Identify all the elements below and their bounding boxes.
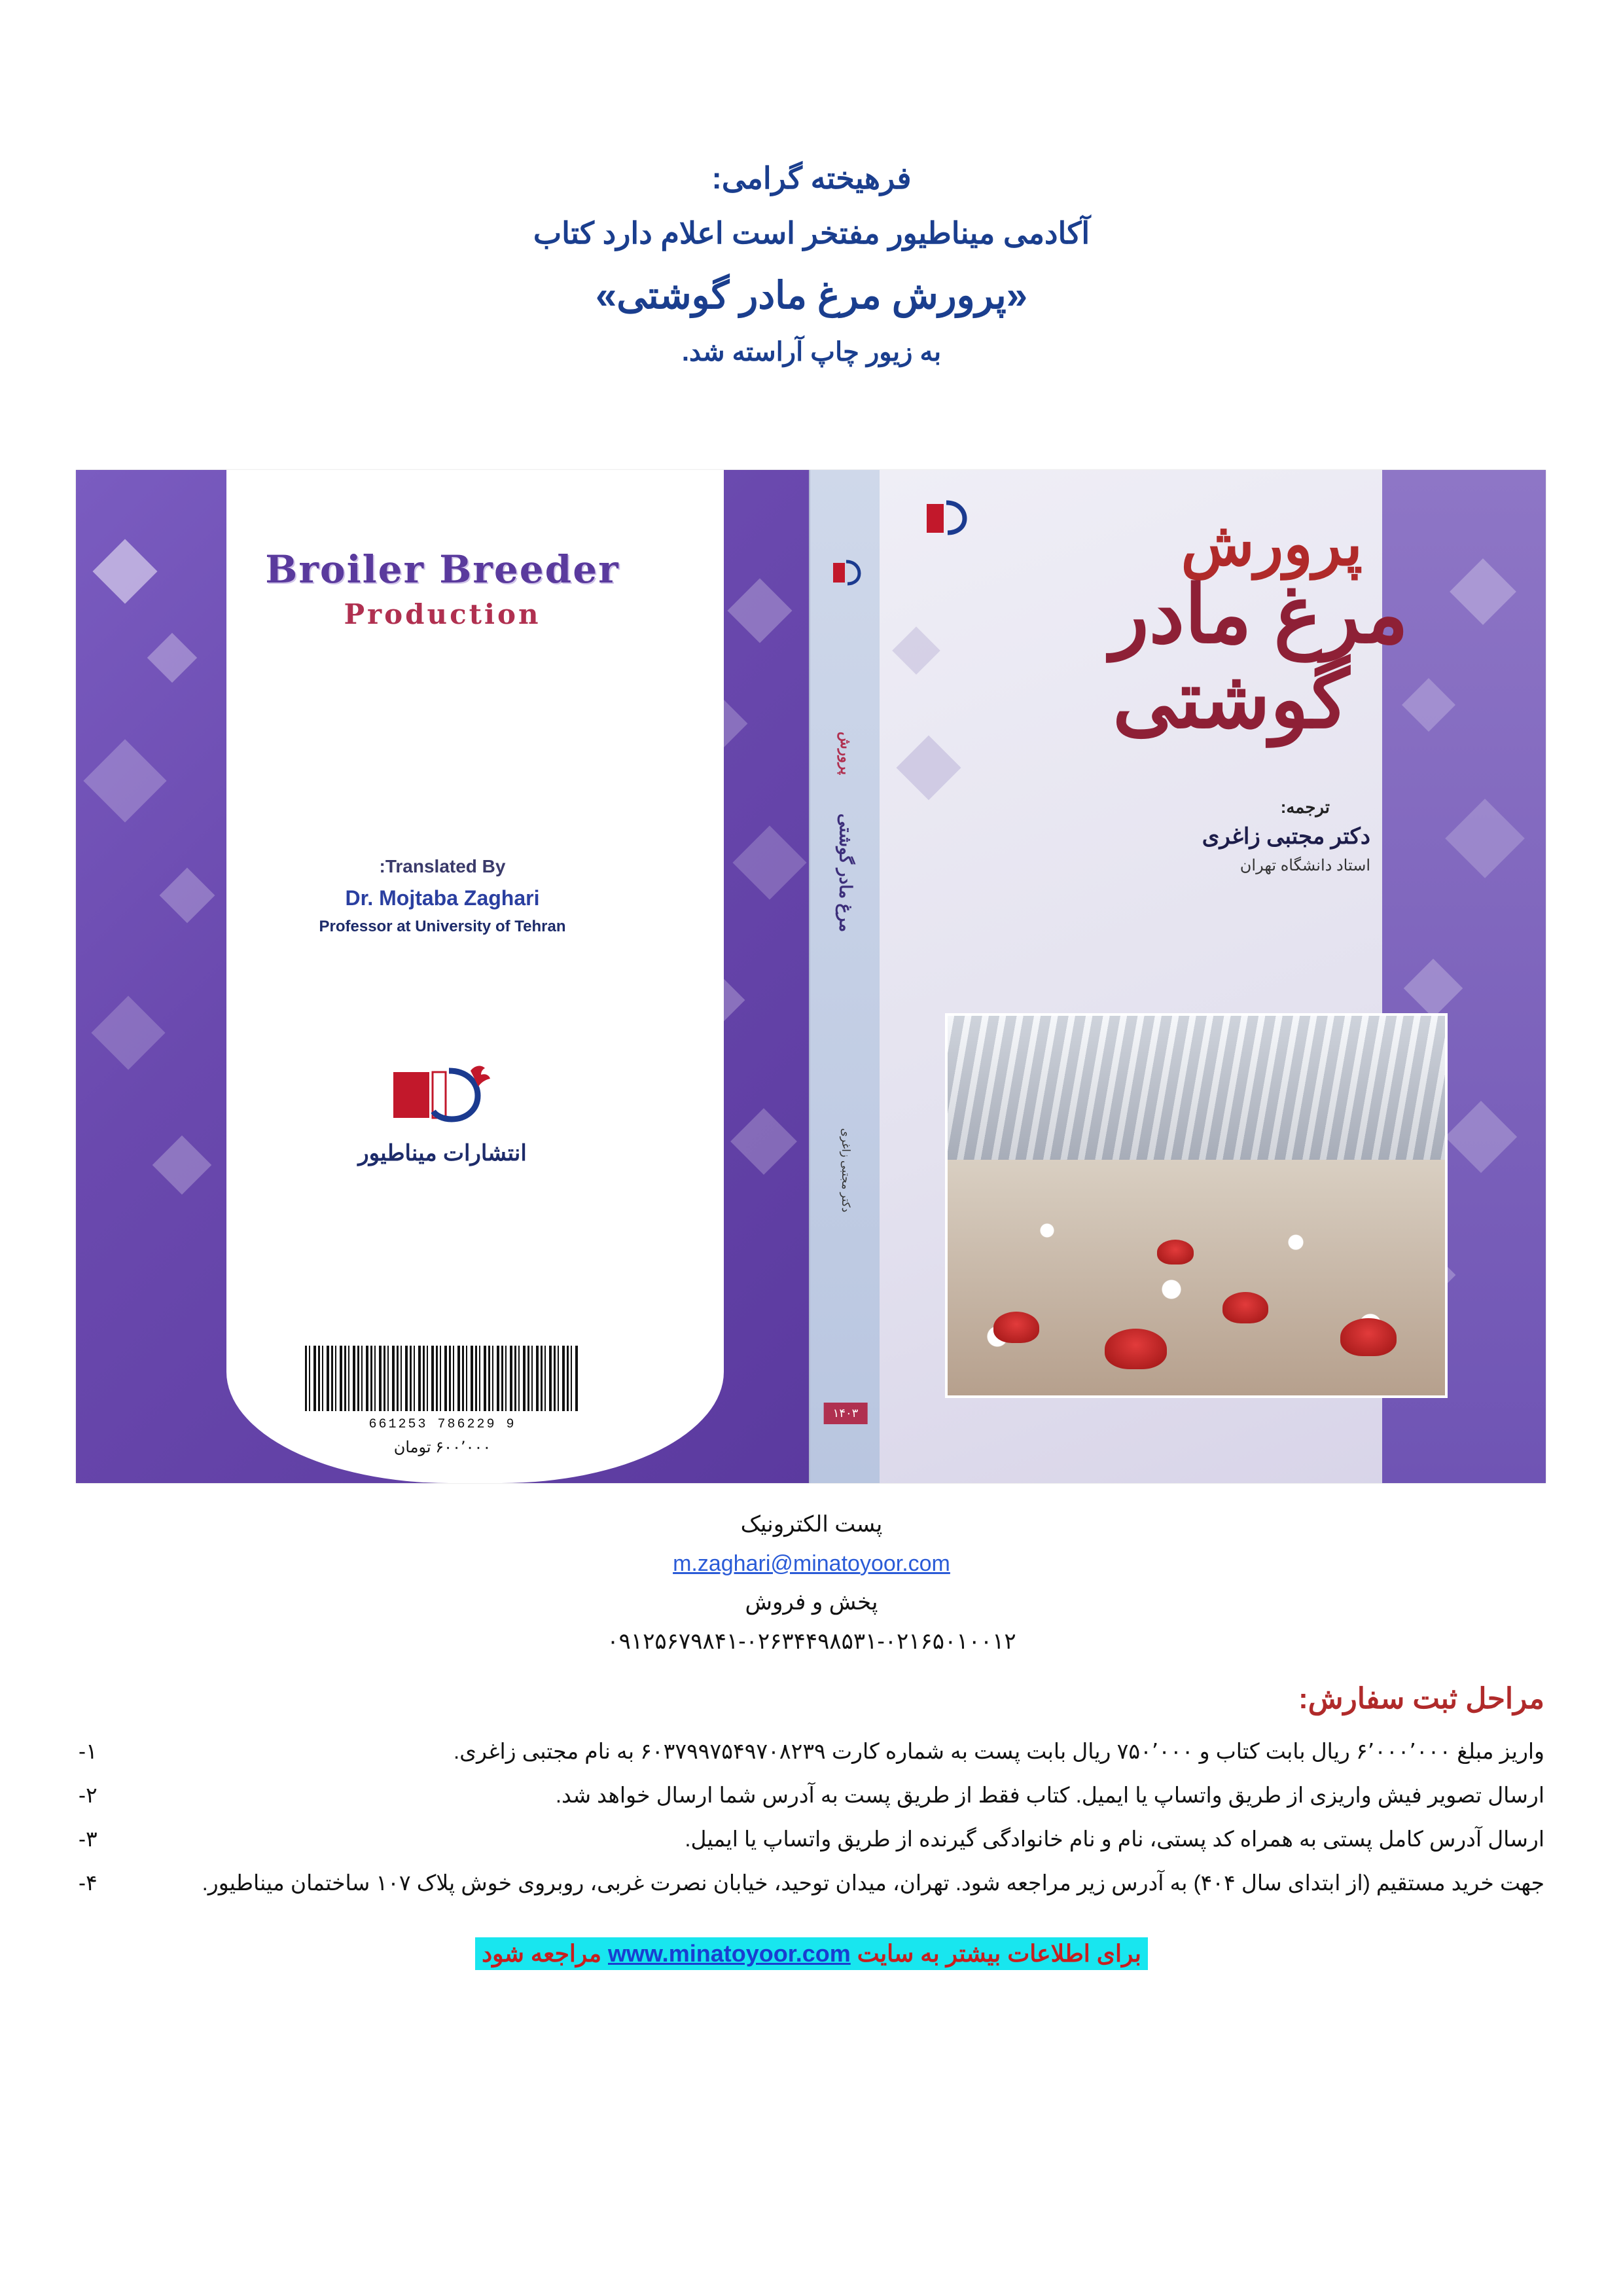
website-callout-highlight — [475, 1937, 1148, 1970]
email-address-link[interactable]: m.zaghari@minatoyoor.com — [673, 1551, 950, 1576]
broiler-house-photo — [945, 1013, 1448, 1398]
front-cover-title-line1: پرورش — [1181, 511, 1363, 578]
step-number: ۲- — [79, 1783, 98, 1808]
publisher-logo — [344, 1059, 541, 1166]
step-number: ۴- — [79, 1871, 98, 1895]
email-label: پست الکترونیک — [740, 1512, 883, 1537]
spine-subtitle: پرورش — [838, 731, 854, 776]
spine-year: ۱۴۰۳ — [824, 1403, 868, 1424]
website-callout — [0, 1937, 1623, 1970]
front-cover-translator-affiliation: استاد دانشگاه تهران — [1240, 857, 1370, 874]
step-text: ارسال تصویر فیش واریزی از طریق واتساپ یا ایمیل. کتاب فقط از طریق پست به آدرس شما ارسال خواهد شد. — [555, 1783, 1544, 1808]
barcode-number: 9 786229 661253 — [368, 1417, 516, 1432]
front-cover-panel — [880, 470, 1546, 1483]
phone-numbers: ۰۹۱۲۵۶۷۹۸۴۱-۰۲۶۳۴۴۹۸۵۳۱-۰۲۱۶۵۰۱۰۰۱۲ — [607, 1628, 1016, 1654]
front-cover-translator-label: ترجمه: — [1280, 797, 1330, 817]
back-cover-english-title: Broiler Breeder — [265, 547, 620, 592]
front-cover-title-line3: گوشتی — [1113, 655, 1349, 744]
front-cover-title-line2: مرغ مادر — [1110, 570, 1408, 659]
list-item — [79, 1731, 1544, 1771]
publisher-name: انتشارات میناطیور — [358, 1141, 527, 1166]
step-text: ارسال آدرس کامل پستی به همراه کد پستی، نام و نام خانوادگی گیرنده از طریق واتساپ یا ایمیل. — [685, 1827, 1544, 1852]
back-cover-translator-name: Dr. Mojtaba Zaghari — [345, 886, 540, 910]
back-cover-panel — [76, 470, 809, 1483]
list-item — [79, 1819, 1544, 1859]
contact-block — [0, 1505, 1623, 1661]
back-cover-english-subtitle: Production — [344, 598, 541, 630]
order-steps-title: مراحل ثبت سفارش: — [1298, 1683, 1544, 1715]
barcode — [305, 1346, 580, 1411]
spine-translator: دکتر مجتبی زاغری — [840, 1128, 852, 1213]
back-cover-translator-affiliation: Professor at University of Tehran — [319, 918, 566, 935]
step-number: ۱- — [79, 1739, 98, 1763]
website-callout-prefix: برای اطلاعات بیشتر به سایت — [857, 1940, 1141, 1967]
book-title-line: «پرورش مرغ مادر گوشتی» — [595, 274, 1028, 317]
step-number: ۳- — [79, 1827, 98, 1852]
step-text: جهت خرید مستقیم (از ابتدای سال ۴۰۴) به آدرس زیر مراجعه شود. تهران، میدان توحید، خیابان نصرت غربی، روبروی خوش پلاک ۱۰۷ ساختمان میناطیور. — [202, 1871, 1544, 1895]
spine-logo-icon — [828, 555, 863, 590]
back-cover-translated-by-label: Translated By: — [379, 856, 506, 876]
announcement-line: آکادمی میناطیور مفتخر است اعلام دارد کتاب — [533, 216, 1090, 250]
cover-price: ۶۰۰٬۰۰۰ تومان — [393, 1439, 491, 1456]
spine-title: مرغ مادر گوشتی — [836, 813, 856, 933]
front-cover-logo-icon — [919, 493, 970, 545]
publication-note-line: به زیور چاپ آراسته شد. — [681, 338, 942, 367]
photo-roof-area — [948, 1016, 1445, 1160]
website-callout-suffix: مراجعه شود — [482, 1940, 601, 1967]
sales-label: پخش و فروش — [745, 1590, 878, 1615]
order-steps-list — [79, 1731, 1544, 1907]
announcement-header — [0, 0, 1623, 367]
photo-floor-area — [948, 1160, 1445, 1395]
book-and-rooster-icon — [387, 1059, 498, 1131]
book-spine — [809, 470, 882, 1483]
step-text: واریز مبلغ ۶٬۰۰۰٬۰۰۰ ریال بابت کتاب و ۷۵۰٬۰۰۰ ریال بابت پست به شماره کارت ۶۰۳۷۹۹۷۵۴۹۷۰۸۲۳۹ به نام مجتبی زاغری. — [453, 1739, 1544, 1763]
list-item — [79, 1775, 1544, 1815]
salutation-line: فرهیخته گرامی: — [711, 161, 912, 195]
book-cover-image — [76, 470, 1546, 1483]
book-cover — [76, 470, 1546, 1483]
website-url-link[interactable]: www.minatoyoor.com — [608, 1940, 851, 1967]
list-item — [79, 1863, 1544, 1903]
front-cover-translator-name: دکتر مجتبی زاغری — [1202, 824, 1370, 849]
